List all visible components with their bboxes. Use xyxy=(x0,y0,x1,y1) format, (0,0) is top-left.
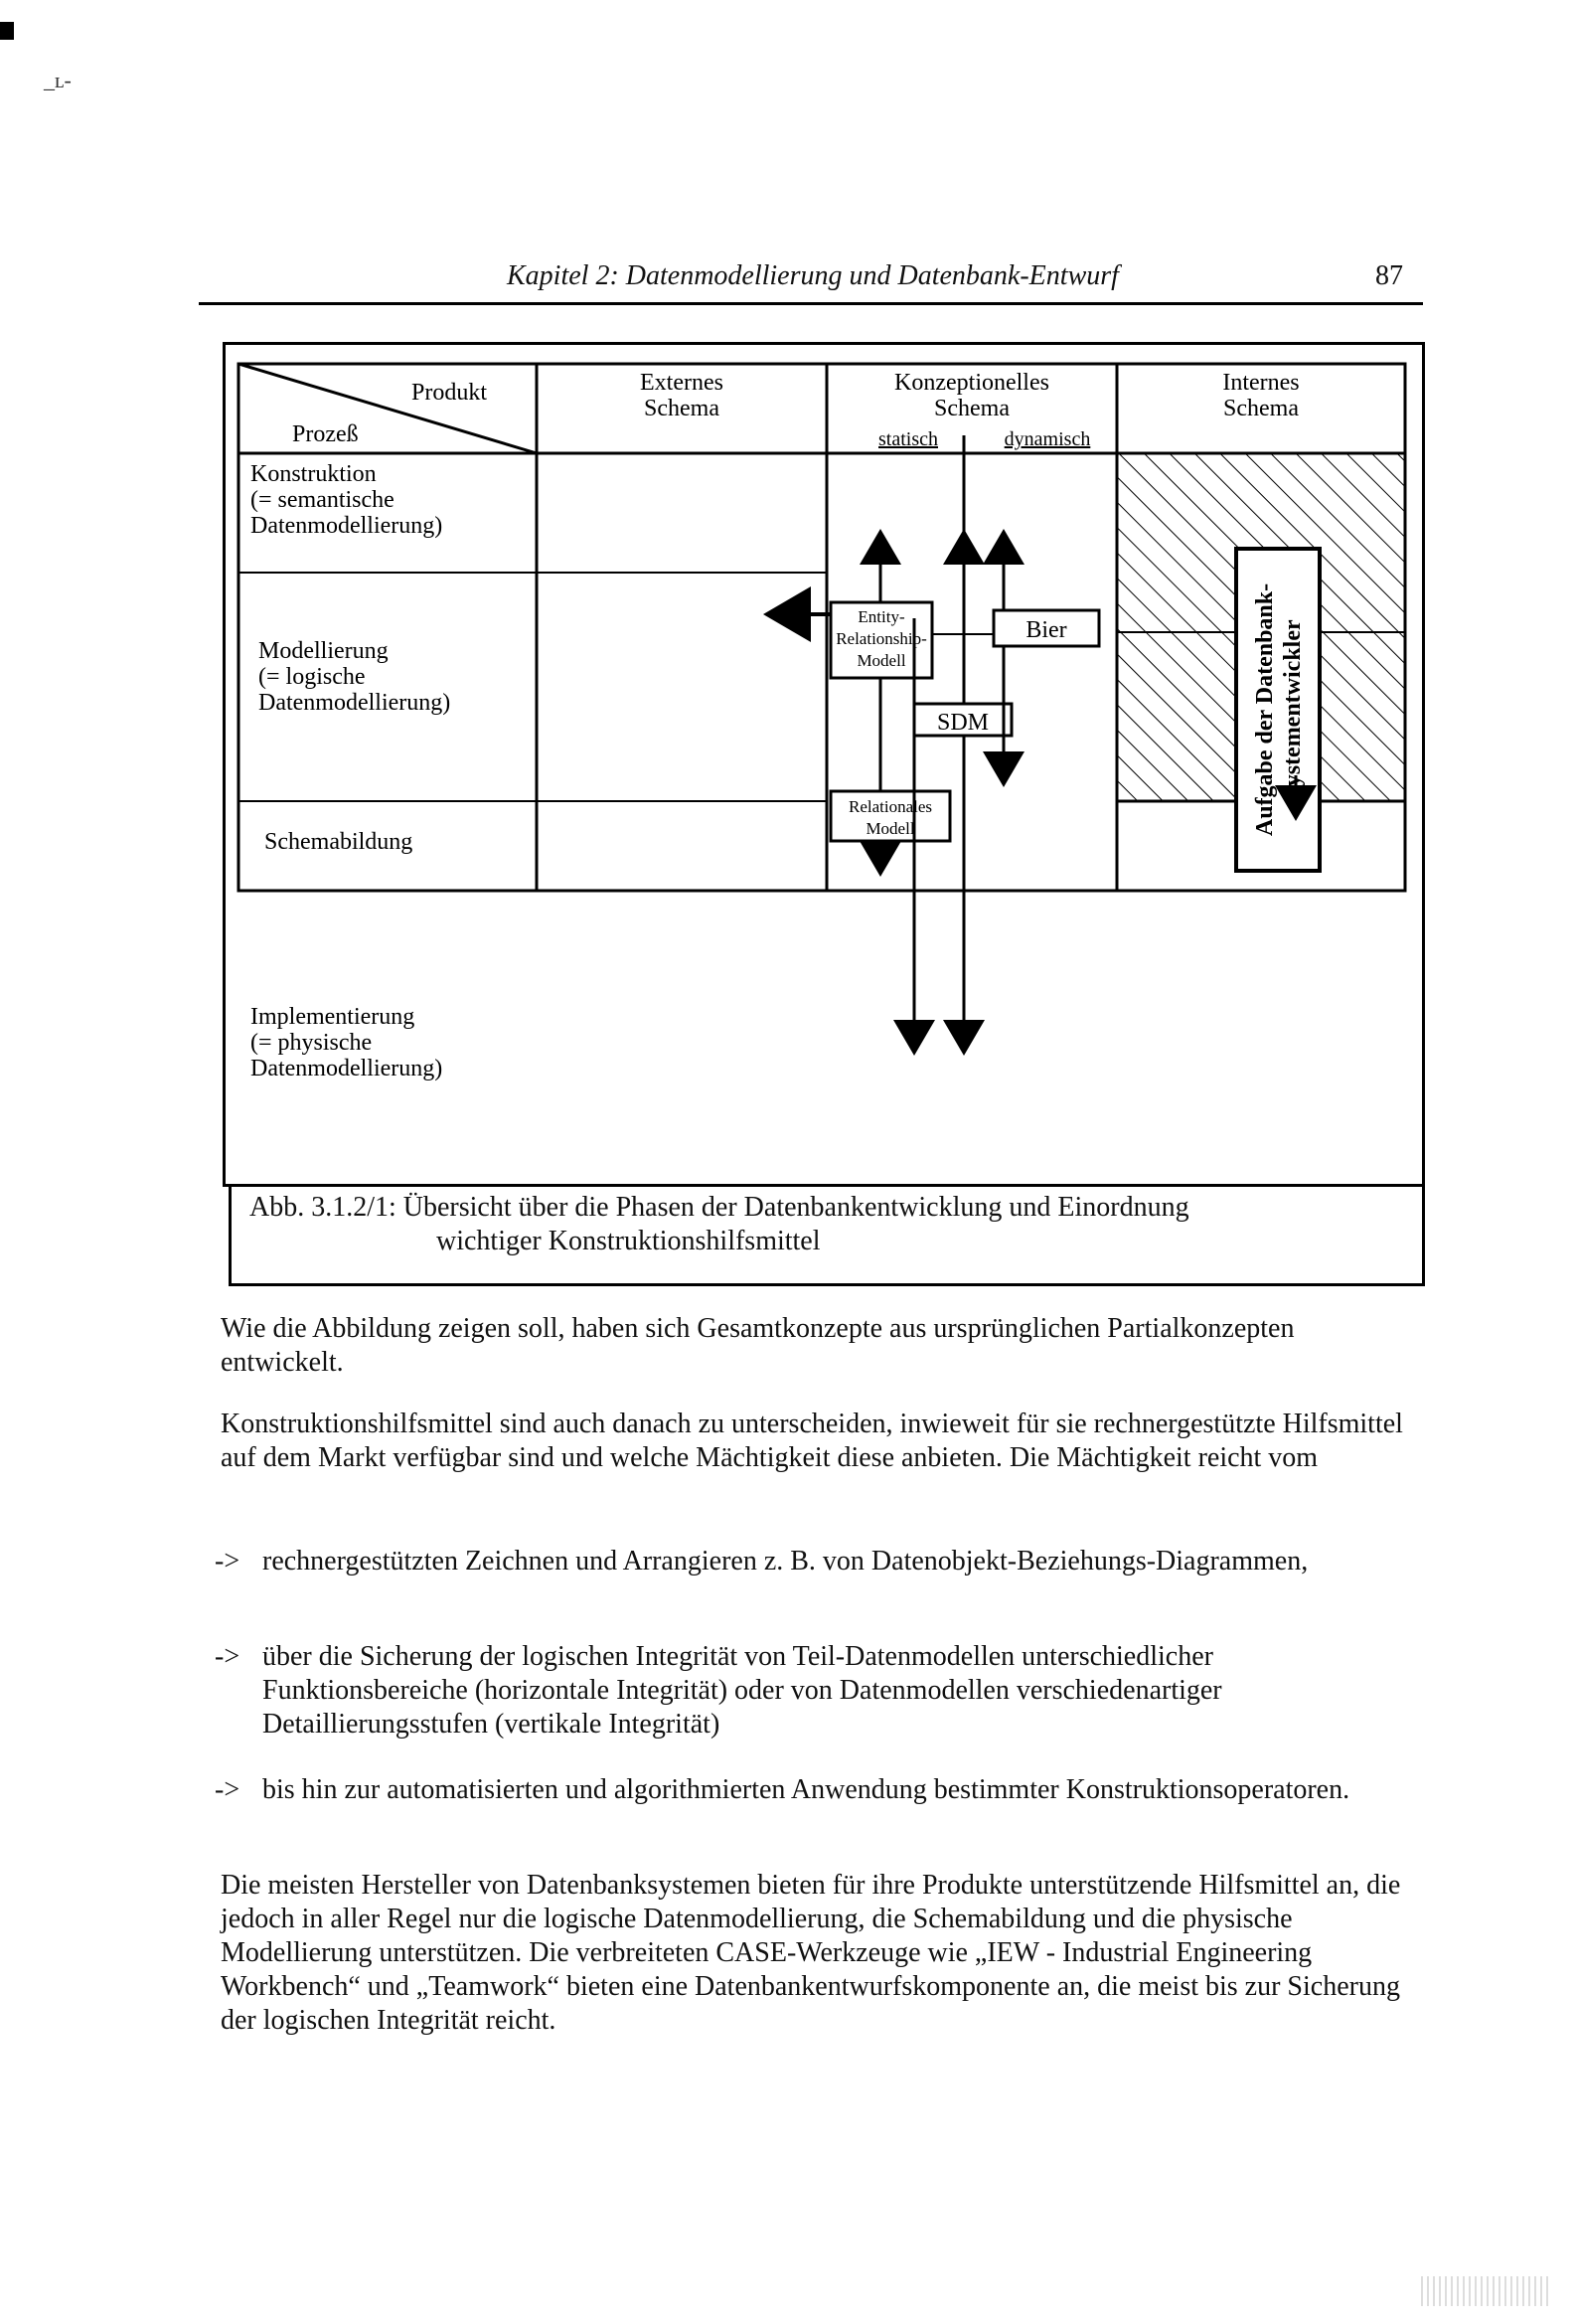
aufgabe-line1: Aufgabe der Datenbank- xyxy=(1252,582,1278,837)
bullet-item xyxy=(215,1773,1423,1807)
figure-caption xyxy=(229,1185,1425,1286)
figure-frame xyxy=(223,342,1425,1187)
row1-l3: Datenmodellierung) xyxy=(250,513,443,539)
row4-l2: (= physische xyxy=(250,1030,373,1056)
aufgabe-box xyxy=(1236,549,1320,871)
bullet-item xyxy=(215,1545,1423,1578)
page-header xyxy=(199,260,1423,305)
scan-noise xyxy=(1421,2276,1550,2306)
row2-l1: Modellierung xyxy=(258,638,389,664)
bier-label: Bier xyxy=(1025,617,1067,643)
er-line2: Relationship- xyxy=(836,629,927,648)
caption-label: Abb. 3.1.2/1: xyxy=(249,1192,396,1223)
col-konz-statisch: statisch xyxy=(878,428,938,450)
bullet-text: bis hin zur automatisierten und algorithmierten Anwendung bestimmter Konstruktionsoperatoren. xyxy=(262,1774,1350,1805)
paragraph-3: Die meisten Hersteller von Datenbanksystemen bieten für ihre Produkte unterstützende Hilfsmittel an, die jedoch in aller Regel nur die logische Datenmodellierung, die Schemabildung und die physische Modellierung unterstützen. Die verbreiteten CASE-Werkzeuge wie „IEW - Industrial Engineering Workbench“ und „Teamwork“ bieten eine Datenbankentwurfskomponente an, die meist bis zur Sicherung der logischen Integrität reicht. xyxy=(221,1870,1401,2036)
row4-l3: Datenmodellierung) xyxy=(250,1056,443,1081)
row4-l1: Implementierung xyxy=(250,1004,415,1030)
paragraph-1: Wie die Abbildung zeigen soll, haben sich Gesamtkonzepte aus ursprünglichen Partialkonzepten entwickelt. xyxy=(221,1313,1295,1378)
corner-prozess: Prozeß xyxy=(292,421,359,447)
header-title: Kapitel 2: Datenmodellierung und Datenbank-Entwurf xyxy=(507,260,1119,291)
bullet-arrow: -> xyxy=(215,1641,240,1672)
bullet-text: rechnergestützten Zeichnen und Arrangieren z. B. von Datenobjekt-Beziehungs-Diagrammen, xyxy=(262,1546,1309,1577)
rel-line1: Relationales xyxy=(848,797,933,816)
row1-l2: (= semantische xyxy=(250,487,394,513)
paragraph-2: Konstruktionshilfsmittel sind auch danach zu unterscheiden, inwieweit für sie rechnergestützte Hilfsmittel auf dem Markt verfügbar sind und welche Mächtigkeit diese anbieten. Die Mächtigkeit reicht vom xyxy=(221,1409,1403,1473)
corner-mark xyxy=(0,22,14,40)
sdm-label: SDM xyxy=(936,710,990,736)
caption-line2: wichtiger Konstruktionshilfsmittel xyxy=(436,1226,821,1256)
col-intern-1: Internes xyxy=(1222,370,1300,396)
er-line3: Modell xyxy=(857,651,906,670)
corner-diagonal xyxy=(238,364,537,453)
er-line1: Entity- xyxy=(858,607,905,626)
aufgabe-line2: Systementwickler xyxy=(1280,619,1306,800)
caption-line1: Übersicht über die Phasen der Datenbankentwicklung und Einordnung xyxy=(402,1192,1189,1223)
col-extern-1: Externes xyxy=(640,370,723,396)
row2-l3: Datenmodellierung) xyxy=(258,690,451,716)
col-konz-1: Konzeptionelles xyxy=(894,370,1049,396)
bullet-arrow: -> xyxy=(215,1546,240,1577)
col-konz-2: Schema xyxy=(934,396,1010,421)
bullet-item xyxy=(215,1640,1423,1742)
corner-produkt: Produkt xyxy=(411,380,488,406)
bullet-text: über die Sicherung der logischen Integrität von Teil-Datenmodellen unterschiedlicher Funktionsbereiche (horizontale Integrität) oder von Datenmodellen verschiedenartiger Detaillierungsstufen (vertikale Integrität) xyxy=(262,1641,1222,1740)
phase-diagram xyxy=(223,342,1425,1187)
bullet-arrow: -> xyxy=(215,1774,240,1805)
col-konz-dynamisch: dynamisch xyxy=(1004,428,1091,450)
scribble-mark: _ʟ- xyxy=(44,68,72,92)
col-extern-2: Schema xyxy=(644,396,719,421)
page-number: 87 xyxy=(1375,260,1403,291)
row1-l1: Konstruktion xyxy=(250,461,377,487)
col-intern-2: Schema xyxy=(1223,396,1299,421)
rel-line2: Modell xyxy=(866,819,915,838)
row2-l2: (= logische xyxy=(258,664,366,690)
row3-l1: Schemabildung xyxy=(264,829,413,855)
